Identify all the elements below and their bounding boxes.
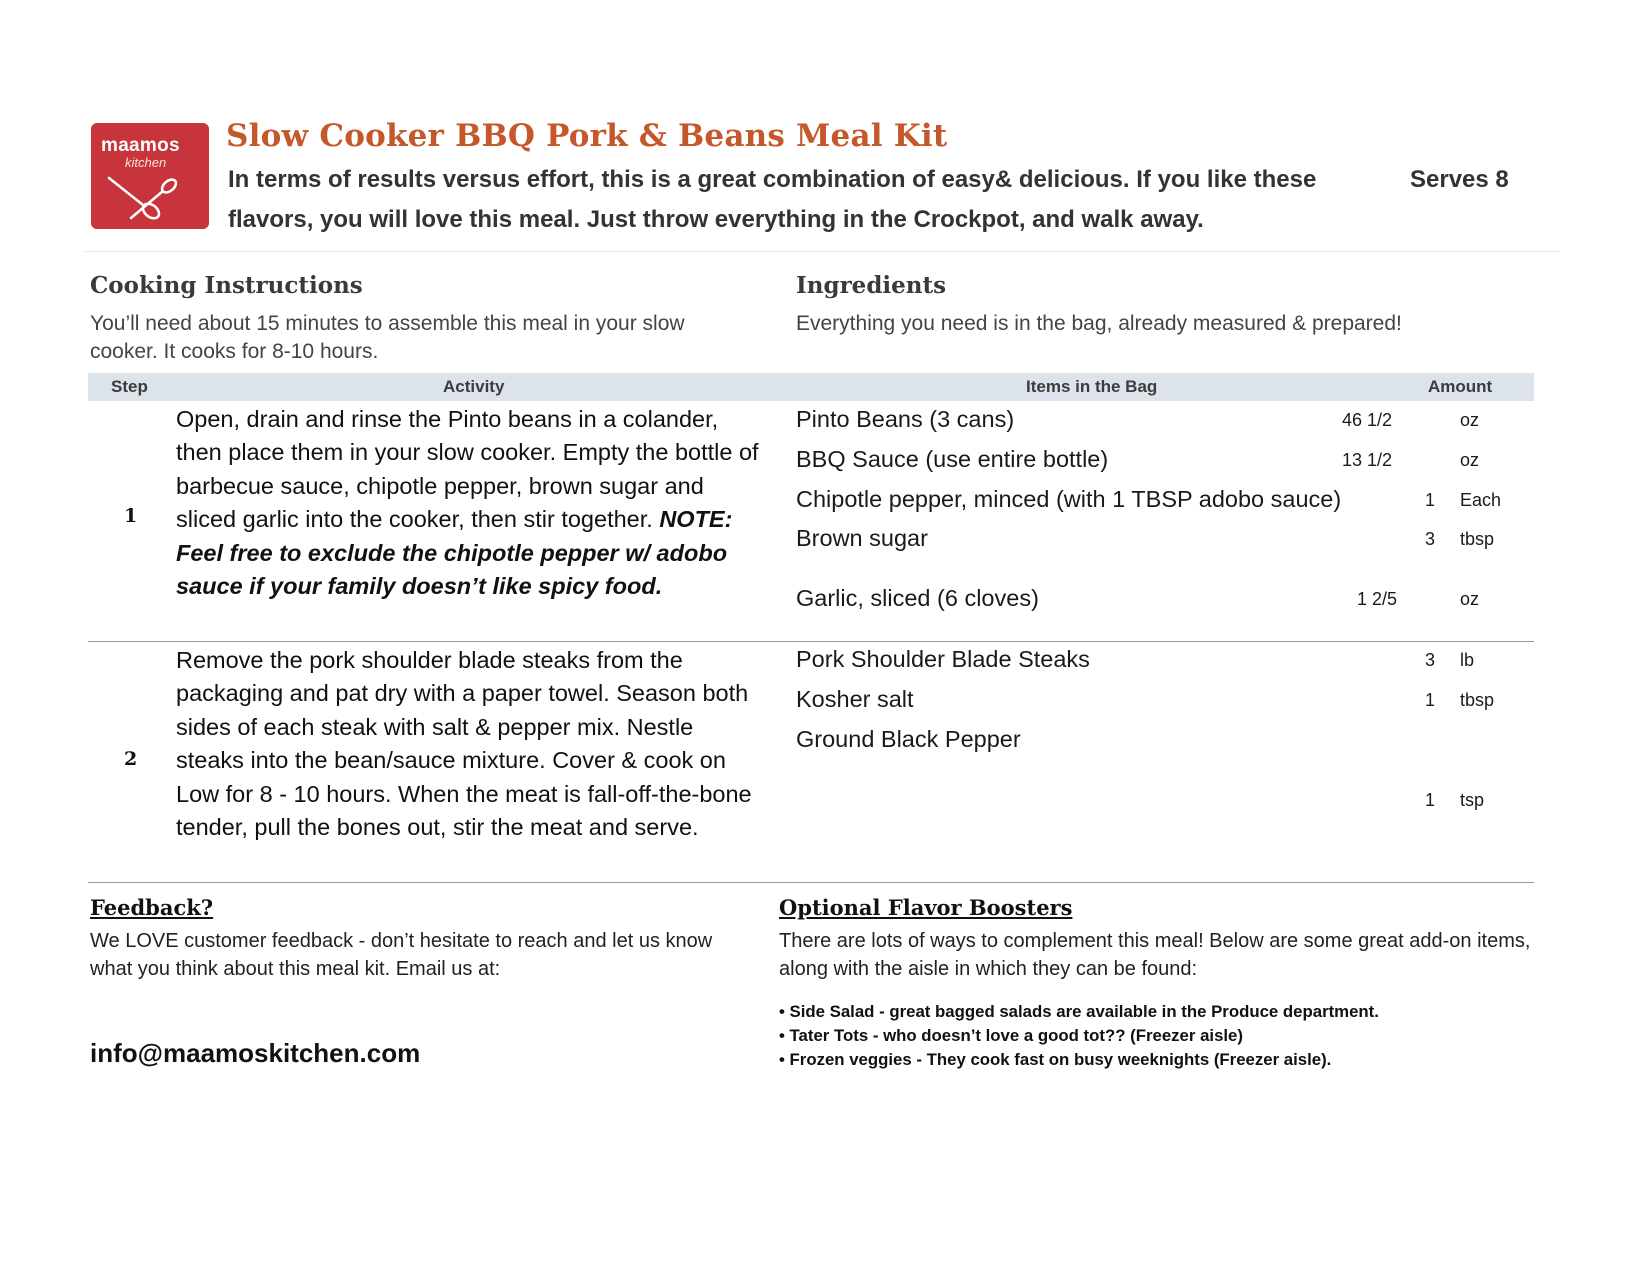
ingredient-qty: 13 1/2 (1341, 450, 1392, 470)
feedback-email-link[interactable]: info@maamoskitchen.com (90, 1038, 421, 1068)
ingredient-name: Pinto Beans (3 cans) (796, 406, 1015, 432)
ingredient-name: Pork Shoulder Blade Steaks (796, 646, 1090, 672)
ingredient-name: Ground Black Pepper (796, 726, 1021, 752)
ingredient-name: Kosher salt (796, 686, 914, 712)
feedback-text: We LOVE customer feedback - don’t hesitate to reach and let us know what you think about this meal kit. Email us at: (90, 930, 713, 980)
ingredient-qty: 1 (1424, 690, 1435, 710)
step-activity-text: Open, drain and rinse the Pinto beans in a colander, then place them in your slow cooker. Empty the bottle of barbecue sauce, chipotle pepper, brown sugar and sliced garlic into the cooker, then stir together. (176, 406, 759, 533)
ingredients-subtitle: Everything you need is in the bag, already measured & prepared! (796, 312, 1402, 335)
cooking-instructions-heading: Cooking Instructions (90, 272, 363, 299)
list-item: • Frozen veggies - They cook fast on busy weeknights (Freezer aisle). (779, 1050, 1332, 1069)
column-header-items: Items in the Bag (1026, 377, 1158, 396)
row-divider (88, 641, 1534, 642)
ingredient-name: Chipotle pepper, minced (with 1 TBSP adobo sauce) (796, 486, 1342, 512)
page-title: Slow Cooker BBQ Pork & Beans Meal Kit (226, 118, 948, 154)
step-number: 2 (124, 748, 138, 770)
ingredient-qty: 1 (1424, 490, 1435, 510)
ingredient-name: Garlic, sliced (6 cloves) (796, 585, 1039, 611)
step-note: NOTE: Feel free to exclude the chipotle pepper w/ adobo sauce if your family doesn’t like spicy food. (176, 506, 733, 600)
cooking-instructions-subtitle: You’ll need about 15 minutes to assemble this meal in your slow cooker. It cooks for 8-10 hours. (90, 312, 685, 363)
logo-wordmark: maamos (101, 135, 180, 156)
list-item: • Side Salad - great bagged salads are available in the Produce department. (779, 1002, 1379, 1021)
ingredient-qty: 3 (1424, 529, 1435, 549)
brand-logo (91, 123, 209, 229)
list-item: • Tater Tots - who doesn’t love a good tot?? (Freezer aisle) (779, 1026, 1243, 1045)
ingredient-unit: tbsp (1460, 529, 1495, 549)
ingredient-unit: tbsp (1460, 690, 1495, 710)
ingredient-qty: 46 1/2 (1341, 410, 1392, 430)
column-header-amount: Amount (1428, 377, 1493, 396)
ingredient-unit: oz (1460, 589, 1480, 609)
header-divider (85, 251, 1560, 252)
logo-subtitle: kitchen (125, 155, 167, 170)
table-bottom-rule (88, 882, 1534, 883)
intro-text: In terms of results versus effort, this is a great combination of easy& delicious. If you like these flavors, you will love this meal. Just throw everything in the Crockpot, and walk away. (228, 166, 1317, 233)
table-header-bar (88, 373, 1534, 401)
boosters-list (779, 1000, 1379, 1072)
ingredients-heading: Ingredients (796, 272, 947, 299)
feedback-heading: Feedback? (90, 895, 214, 920)
step-activity-text: Remove the pork shoulder blade steaks from the packaging and pat dry with a paper towel. Season both sides of each steak with salt & pepper mix. Nestle steaks into the bean/sauce mixture. Cover & cook on Low for 8 - 10 hours. When the meat is fall-off-the-bone tender, pull the bones out, stir the meat and serve. (176, 647, 752, 841)
column-header-step: Step (111, 377, 148, 396)
step-activity (176, 644, 761, 844)
ingredient-qty: 1 (1424, 790, 1435, 810)
ingredient-name: BBQ Sauce (use entire bottle) (796, 446, 1109, 472)
ingredient-unit: Each (1460, 490, 1502, 510)
step-number: 1 (124, 505, 138, 527)
ingredient-unit: lb (1460, 650, 1475, 670)
ingredient-qty: 3 (1424, 650, 1435, 670)
ingredient-unit: oz (1460, 450, 1480, 470)
ingredient-unit: oz (1460, 410, 1480, 430)
boosters-text: There are lots of ways to complement this meal! Below are some great add-on items, along with the aisle in which they can be found: (779, 930, 1531, 980)
boosters-heading: Optional Flavor Boosters (779, 895, 1073, 920)
ingredient-unit: tsp (1460, 790, 1485, 810)
step-activity (176, 403, 761, 603)
ingredient-qty: 1 2/5 (1356, 589, 1397, 609)
serves-count: Serves 8 (1410, 166, 1509, 193)
column-header-activity: Activity (443, 377, 505, 396)
ingredient-name: Brown sugar (796, 525, 928, 551)
